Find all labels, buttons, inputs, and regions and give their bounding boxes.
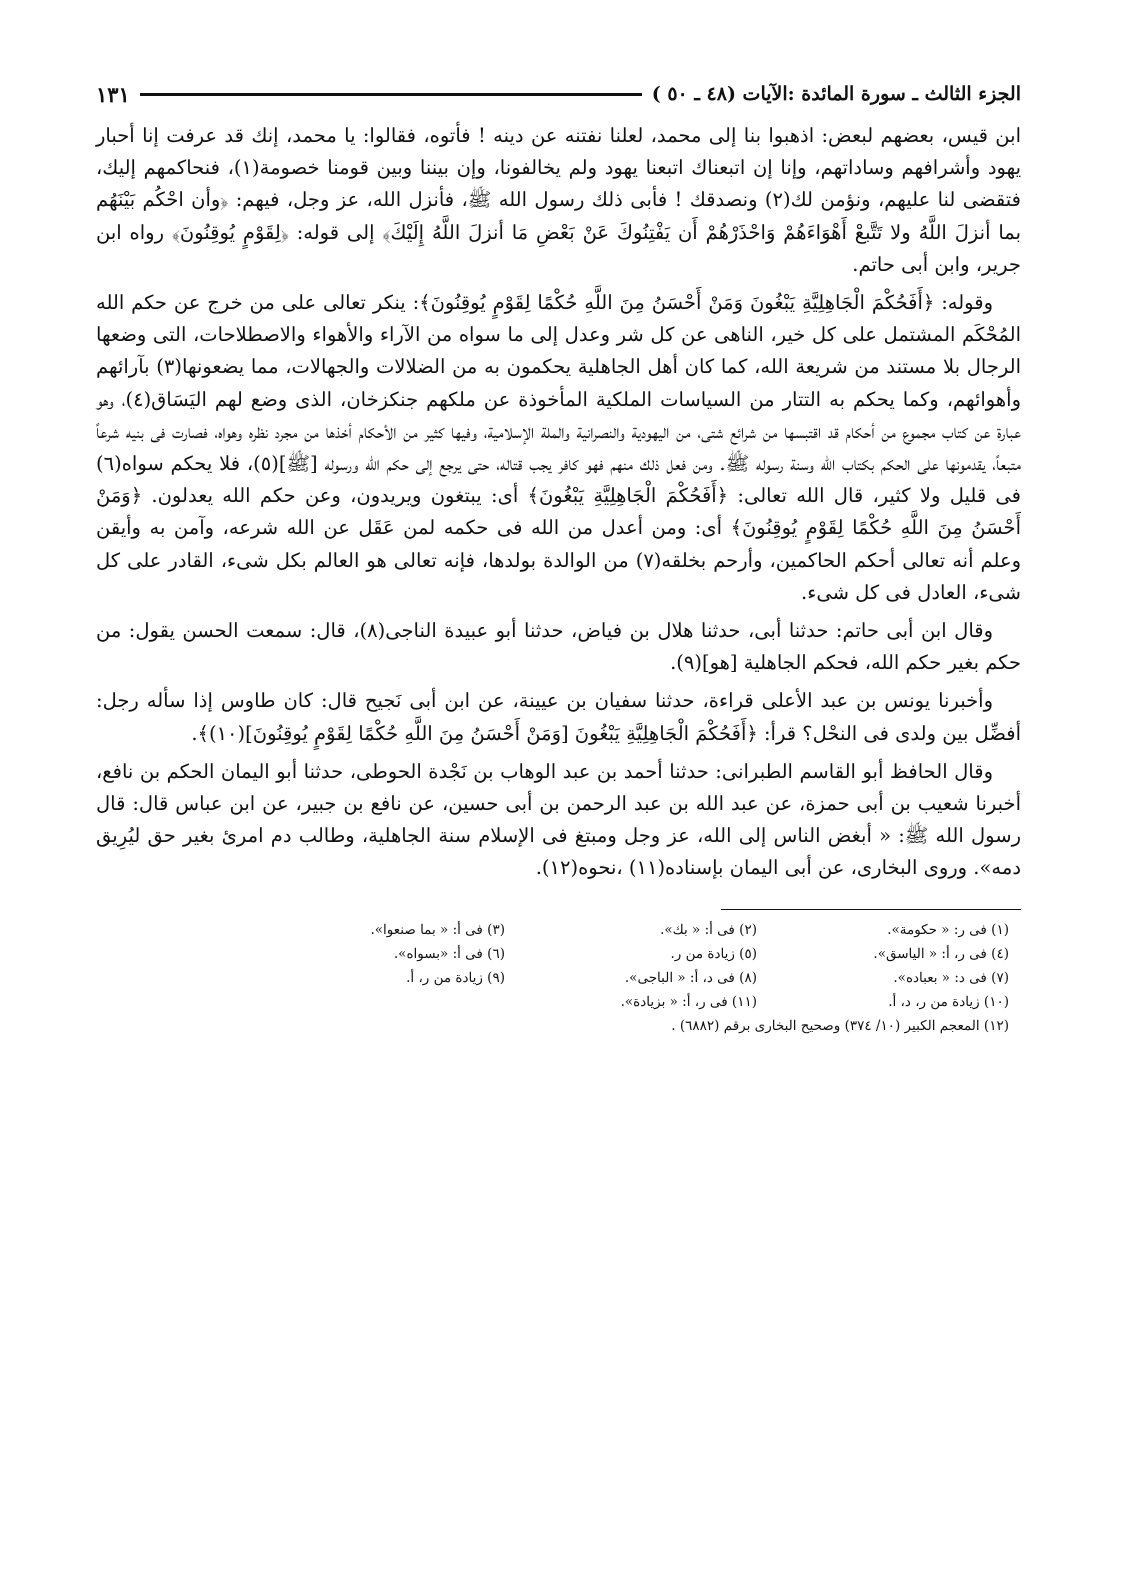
header-rule: [140, 93, 642, 96]
footnotes: [96, 918, 1021, 1038]
footnote-12: (١٢) المعجم الكبير (١٠/ ٣٧٤) وصحيح البخارى برقم (٦٨٨٢) .: [671, 1017, 1009, 1034]
book-page: [96, 74, 1021, 1038]
footnote-7: (٧) فى د: « بعباده».: [893, 969, 1009, 986]
page-number: ١٣١: [96, 81, 130, 107]
footnote-1: (١) فى ر: « حكومة».: [887, 921, 1009, 938]
footnote-3: (٣) فى أ: « بما صنعوا».: [370, 921, 505, 938]
running-header: [96, 74, 1021, 114]
main-text: [96, 120, 1021, 885]
paragraph-2: وقوله: ﴿أَفَحُكْمَ الْجَاهِلِيَّةِ يَبْغُونَ وَمَنْ أَحْسَنُ مِنَ اللَّهِ حُكْمًا لِقَوْمٍ يُوقِنُونَ﴾: ينكر تعالى على من خرج عن حكم الله المُحْكَم المشتمل على كل خير، الناهى عن كل شر وعدل إلى ما سواه من الآراء والأهواء والاصطلاحات، التى وضعها الرجال بلا مستند من شريعة الله، كما كان أهل الجاهلية يحكمون به من الضلالات والجهالات، مما يضعونها(٣) بآرائهم وأهوائهم، وكما يحكم به التتار من السياسات الملكية المأخوذة عن ملكهم جنكزخان، الذى وضع لهم اليَسَاق(٤)، وهو عبارة عن كتاب مجموع من أحكام قد اقتبسها من شرائع شتى، من اليهودية والنصرانية والملة الإسلامية، وفيها كثير من الأحكام أخذها من مجرد نظره وهواه، فصارت فى بنيه شرعاً متبعاً، يقدمونها على الحكم بكتاب الله وسنة رسوله ﷺ. ومن فعل ذلك منهم فهو كافر يجب قتاله، حتى يرجع إلى حكم الله ورسوله [ﷺ](٥)، فلا يحكم سواه(٦) فى قليل ولا كثير، قال الله تعالى: ﴿أَفَحُكْمَ الْجَاهِلِيَّةِ يَبْغُونَ﴾ أى: يبتغون ويريدون، وعن حكم الله يعدلون. ﴿وَمَنْ أَحْسَنُ مِنَ اللَّهِ حُكْمًا لِقَوْمٍ يُوقِنُونَ﴾ أى: ومن أعدل من الله فى حكمه لمن عَقَل عن الله شرعه، وآمن به وأيقن وعلم أنه تعالى أحكم الحاكمين، وأرحم بخلقه(٧) من الوالدة بولدها، فإنه تعالى هو العالم بكل شىء، القادر على كل شىء، العادل فى كل شىء.: [96, 291, 1022, 604]
footnote-row: [96, 990, 1021, 1014]
footnote-row: [96, 942, 1021, 966]
footnote-row: [96, 966, 1021, 990]
footnote-11: (١١) فى ر، أ: « بزيادة».: [620, 993, 757, 1010]
footnote-4: (٤) فى ر، أ: « الياسق».: [873, 945, 1009, 962]
footnote-9: (٩) زيادة من ر، أ.: [406, 969, 505, 986]
paragraph-5: وقال الحافظ أبو القاسم الطبرانى: حدثنا أحمد بن عبد الوهاب بن نَجْدة الحوطى، حدثنا أبو اليمان الحكم بن نافع، أخبرنا شعيب بن أبى حمزة، عن عبد الله بن عبد الرحمن بن أبى حسين، عن نافع بن جبير، عن ابن عباس قال: قال رسول الله ﷺ: « أبغض الناس إلى الله، عز وجل ومبتغ فى الإسلام سنة الجاهلية، وطالب دم امرئ بغير حق ليُرِيق دمه». وروى البخارى، عن أبى اليمان بإسناده(١١) ،نحوه(١٢).: [96, 759, 1021, 880]
footnote-separator: [721, 909, 1021, 910]
footnote-row: [96, 1014, 1021, 1038]
footnote-2: (٢) فى أ: « بك».: [660, 921, 757, 938]
header-title: الجزء الثالث ـ سورة المائدة :الآيات (٤٨ ـ ٥٠ ): [651, 83, 1021, 105]
footnote-10: (١٠) زيادة من ر، د، أ.: [888, 993, 1009, 1010]
footnote-6: (٦) فى أ: «بسواه».: [393, 945, 505, 962]
footnote-5: (٥) زيادة من ر.: [670, 945, 757, 962]
footnote-row: [96, 918, 1021, 942]
footnote-8: (٨) فى د، أ: « الباجى».: [624, 969, 757, 986]
paragraph-4: وأخبرنا يونس بن عبد الأعلى قراءة، حدثنا سفيان بن عيينة، عن ابن أبى نَجيح قال: كان طاوس إذا سأله رجل: أفضِّل بين ولدى فى النحْل؟ قرأ: ﴿أَفَحُكْمَ الْجَاهِلِيَّةِ يَبْغُونَ [وَمَنْ أَحْسَنُ مِنَ اللَّهِ حُكْمًا لِقَوْمٍ يُوقِنُونَ](١٠)﴾.: [96, 689, 1021, 745]
paragraph-3: وقال ابن أبى حاتم: حدثنا أبى، حدثنا هلال بن فياض، حدثنا أبو عبيدة الناجى(٨)، قال: سمعت الحسن يقول: من حكم بغير حكم الله، فحكم الجاهلية [هو](٩).: [96, 619, 1021, 675]
paragraph-1: ابن قيس، بعضهم لبعض: اذهبوا بنا إلى محمد، لعلنا نفتنه عن دينه ! فأتوه، فقالوا: يا محمد، إنك قد عرفت إنا أحبار يهود وأشرافهم وساداتهم، وإنا إن اتبعناك اتبعنا يهود ولم يخالفونا، وإن بيننا وبين قومنا خصومة(١)، فنحاكمهم إليك، فتقضى لنا عليهم، ونؤمن لك(٢) ونصدقك ! فأبى ذلك رسول الله ﷺ، فأنزل الله، عز وجل، فيهم: ﴿وأن احْكُم بَيْنَهُم بما أنزلَ اللَّهُ ولا تَتَّبعْ أَهْوَاءَهُمْ وَاحْذَرْهُمْ أَن يَفْتِنُوكَ عَنْ بَعْضِ مَا أنزلَ اللَّهُ إِلَيْكَ﴾ إلى قوله: ﴿لِقَوْمٍ يُوقِنُونَ﴾ رواه ابن جرير، وابن أبى حاتم.: [96, 124, 1021, 276]
